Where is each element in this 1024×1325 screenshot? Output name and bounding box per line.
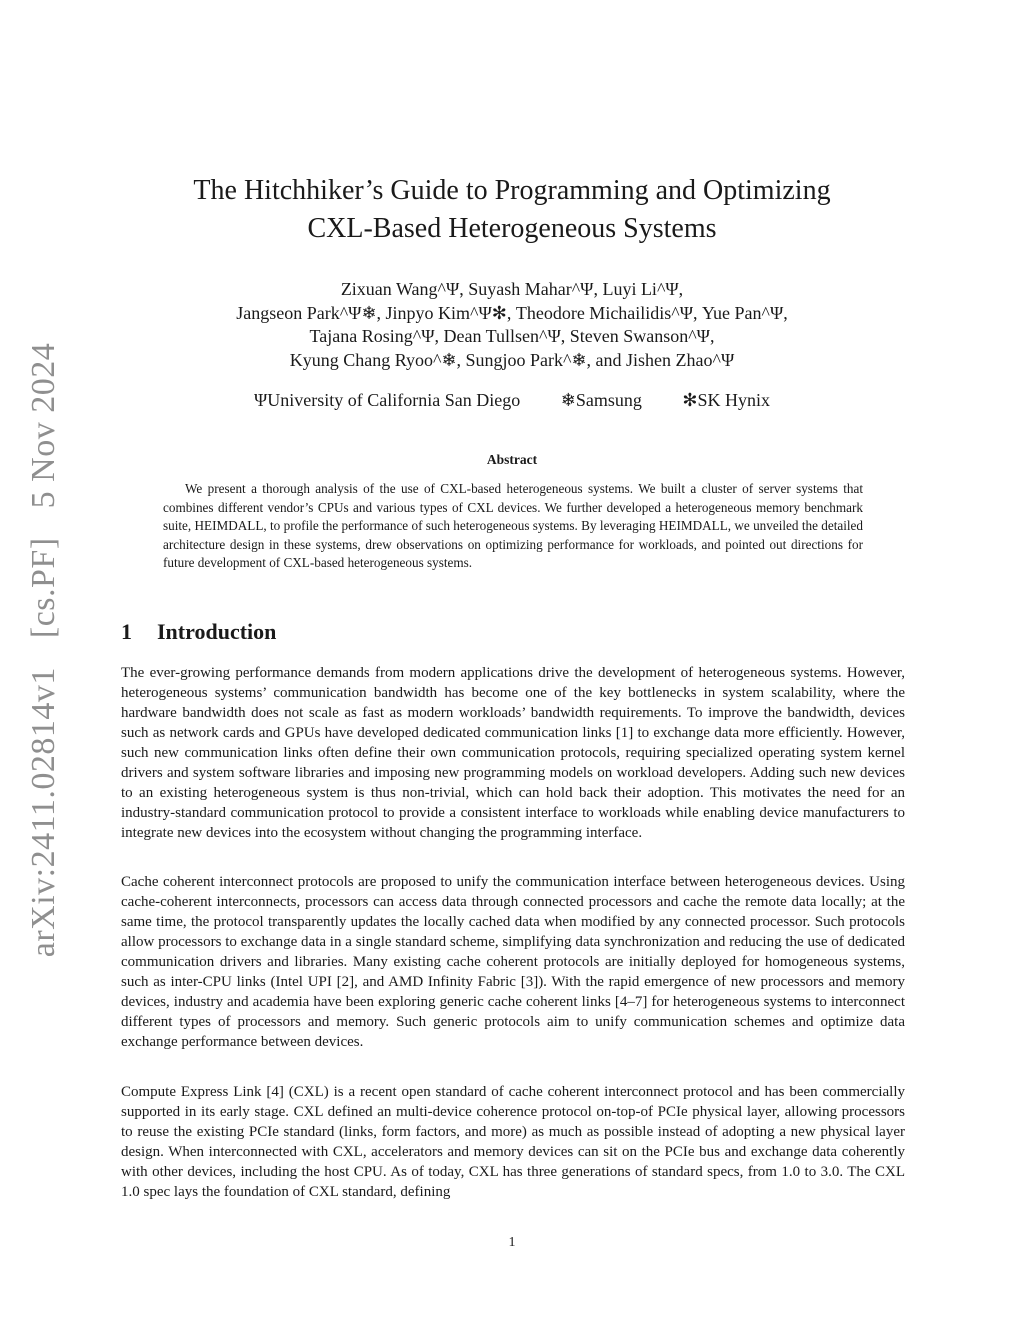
page-number: 1 <box>508 1235 516 1250</box>
affiliation-ucsd: ΨUniversity of California San Diego <box>254 390 521 410</box>
arxiv-category: [cs.PF] <box>25 537 62 639</box>
intro-paragraph-1: The ever-growing performance demands from modern applications drive the development of heterogeneous systems. However, heterogeneous systems’ communication bandwidth has become one of the key bottlenecks in system scalability, where the hardware bandwidth does not scale as fast as modern workloads’ bandwidth requirements. To improve the bandwidth, devices such as network cards and GPUs have developed dedicated communication links [1] to exchange data more efficiently. However, such new communication links often define their own communication protocols, requiring specialized operating system kernel drivers and system software libraries and imposing new programming models on workload developers. Adding such new devices to an existing heterogeneous system is thus non-trivial, which can hold back their adoption. This motivates the need for an industry-standard communication protocol to provide a consistent interface to workloads while enabling device manufacturers to integrate new devices into the ecosystem without changing the programming interface. <box>121 665 905 842</box>
affiliations <box>0 388 1024 412</box>
affiliation-samsung: ❄Samsung <box>560 390 642 410</box>
authors-line-2: Jangseon Park^Ψ❄, Jinpyo Kim^Ψ✻, Theodore Michailidis^Ψ, Yue Pan^Ψ, <box>236 302 788 323</box>
section-heading-introduction <box>121 619 276 645</box>
abstract-heading: Abstract <box>486 452 538 467</box>
section-title: Introduction <box>157 619 277 644</box>
paper-title <box>0 172 1024 248</box>
section-number: 1 <box>121 619 132 644</box>
authors-line-4: Kyung Chang Ryoo^❄, Sungjoo Park^❄, and Jishen Zhao^Ψ <box>289 349 735 370</box>
authors-line-3: Tajana Rosing^Ψ, Dean Tullsen^Ψ, Steven Swanson^Ψ, <box>309 326 715 346</box>
arxiv-id: arXiv:2411.02814v1 <box>25 667 62 958</box>
intro-paragraph-3: Compute Express Link [4] (CXL) is a recent open standard of cache coherent interconnect protocol and has been commercially supported in its early stage. CXL defined an multi-device coherence protocol on-top-of PCIe physical layer, allowing processors to reuse the existing PCIe standard (links, form factors, and more) as much as possible instead of adopting a new physical layer design. When interconnected with CXL, accelerators and memory devices can sit on the PCIe bus and exchange data coherently with other devices, including the host CPU. As of today, CXL has three generations of standard specs, from 1.0 to 3.0. The CXL 1.0 spec lays the foundation of CXL standard, defining <box>121 1084 905 1201</box>
title-line-2: CXL-Based Heterogeneous Systems <box>307 213 717 244</box>
intro-paragraph-2: Cache coherent interconnect protocols are proposed to unify the communication interface between heterogeneous devices. Using cache-coherent interconnects, processors can access data through connected processors and cache the remote data locally; at the same time, the protocol transparently updates the locally cached data when modified by any connected processor. Such protocols allow processors to exchange data in a single standard scheme, simplifying data synchronization and reducing the use of dedicated communication drivers and libraries. Many existing cache coherent protocols are initially deployed for homogeneous systems, such as inter-CPU links (Intel UPI [2], and AMD Infinity Fabric [3]). With the rapid emergence of new processors and memory devices, industry and academia have been exploring generic cache coherent links [4–7] for heterogeneous systems to interconnect different types of processors and memory. Such generic protocols aim to unify communication schemes and optimize data exchange performance between devices. <box>121 874 905 1051</box>
affiliation-sk-hynix: ✻SK Hynix <box>682 390 770 410</box>
title-line-1: The Hitchhiker’s Guide to Programming and Optimizing <box>193 175 831 206</box>
authors-line-1: Zixuan Wang^Ψ, Suyash Mahar^Ψ, Luyi Li^Ψ, <box>340 279 684 299</box>
arxiv-date: 5 Nov 2024 <box>25 342 62 509</box>
abstract-text: We present a thorough analysis of the use of CXL-based heterogeneous systems. We built a cluster of server systems that combines different vendor’s CPUs and various types of CXL devices. We further developed a heterogeneous memory benchmark suite, HEIMDALL, to profile the performance of such heterogeneous systems. By leveraging HEIMDALL, we unveiled the detailed architecture design in these systems, drew observations on optimizing performance for workloads, and pointed out directions for future development of CXL-based heterogeneous systems. <box>163 481 863 571</box>
arxiv-identifier-stamp <box>25 343 63 957</box>
author-list <box>0 278 1024 372</box>
